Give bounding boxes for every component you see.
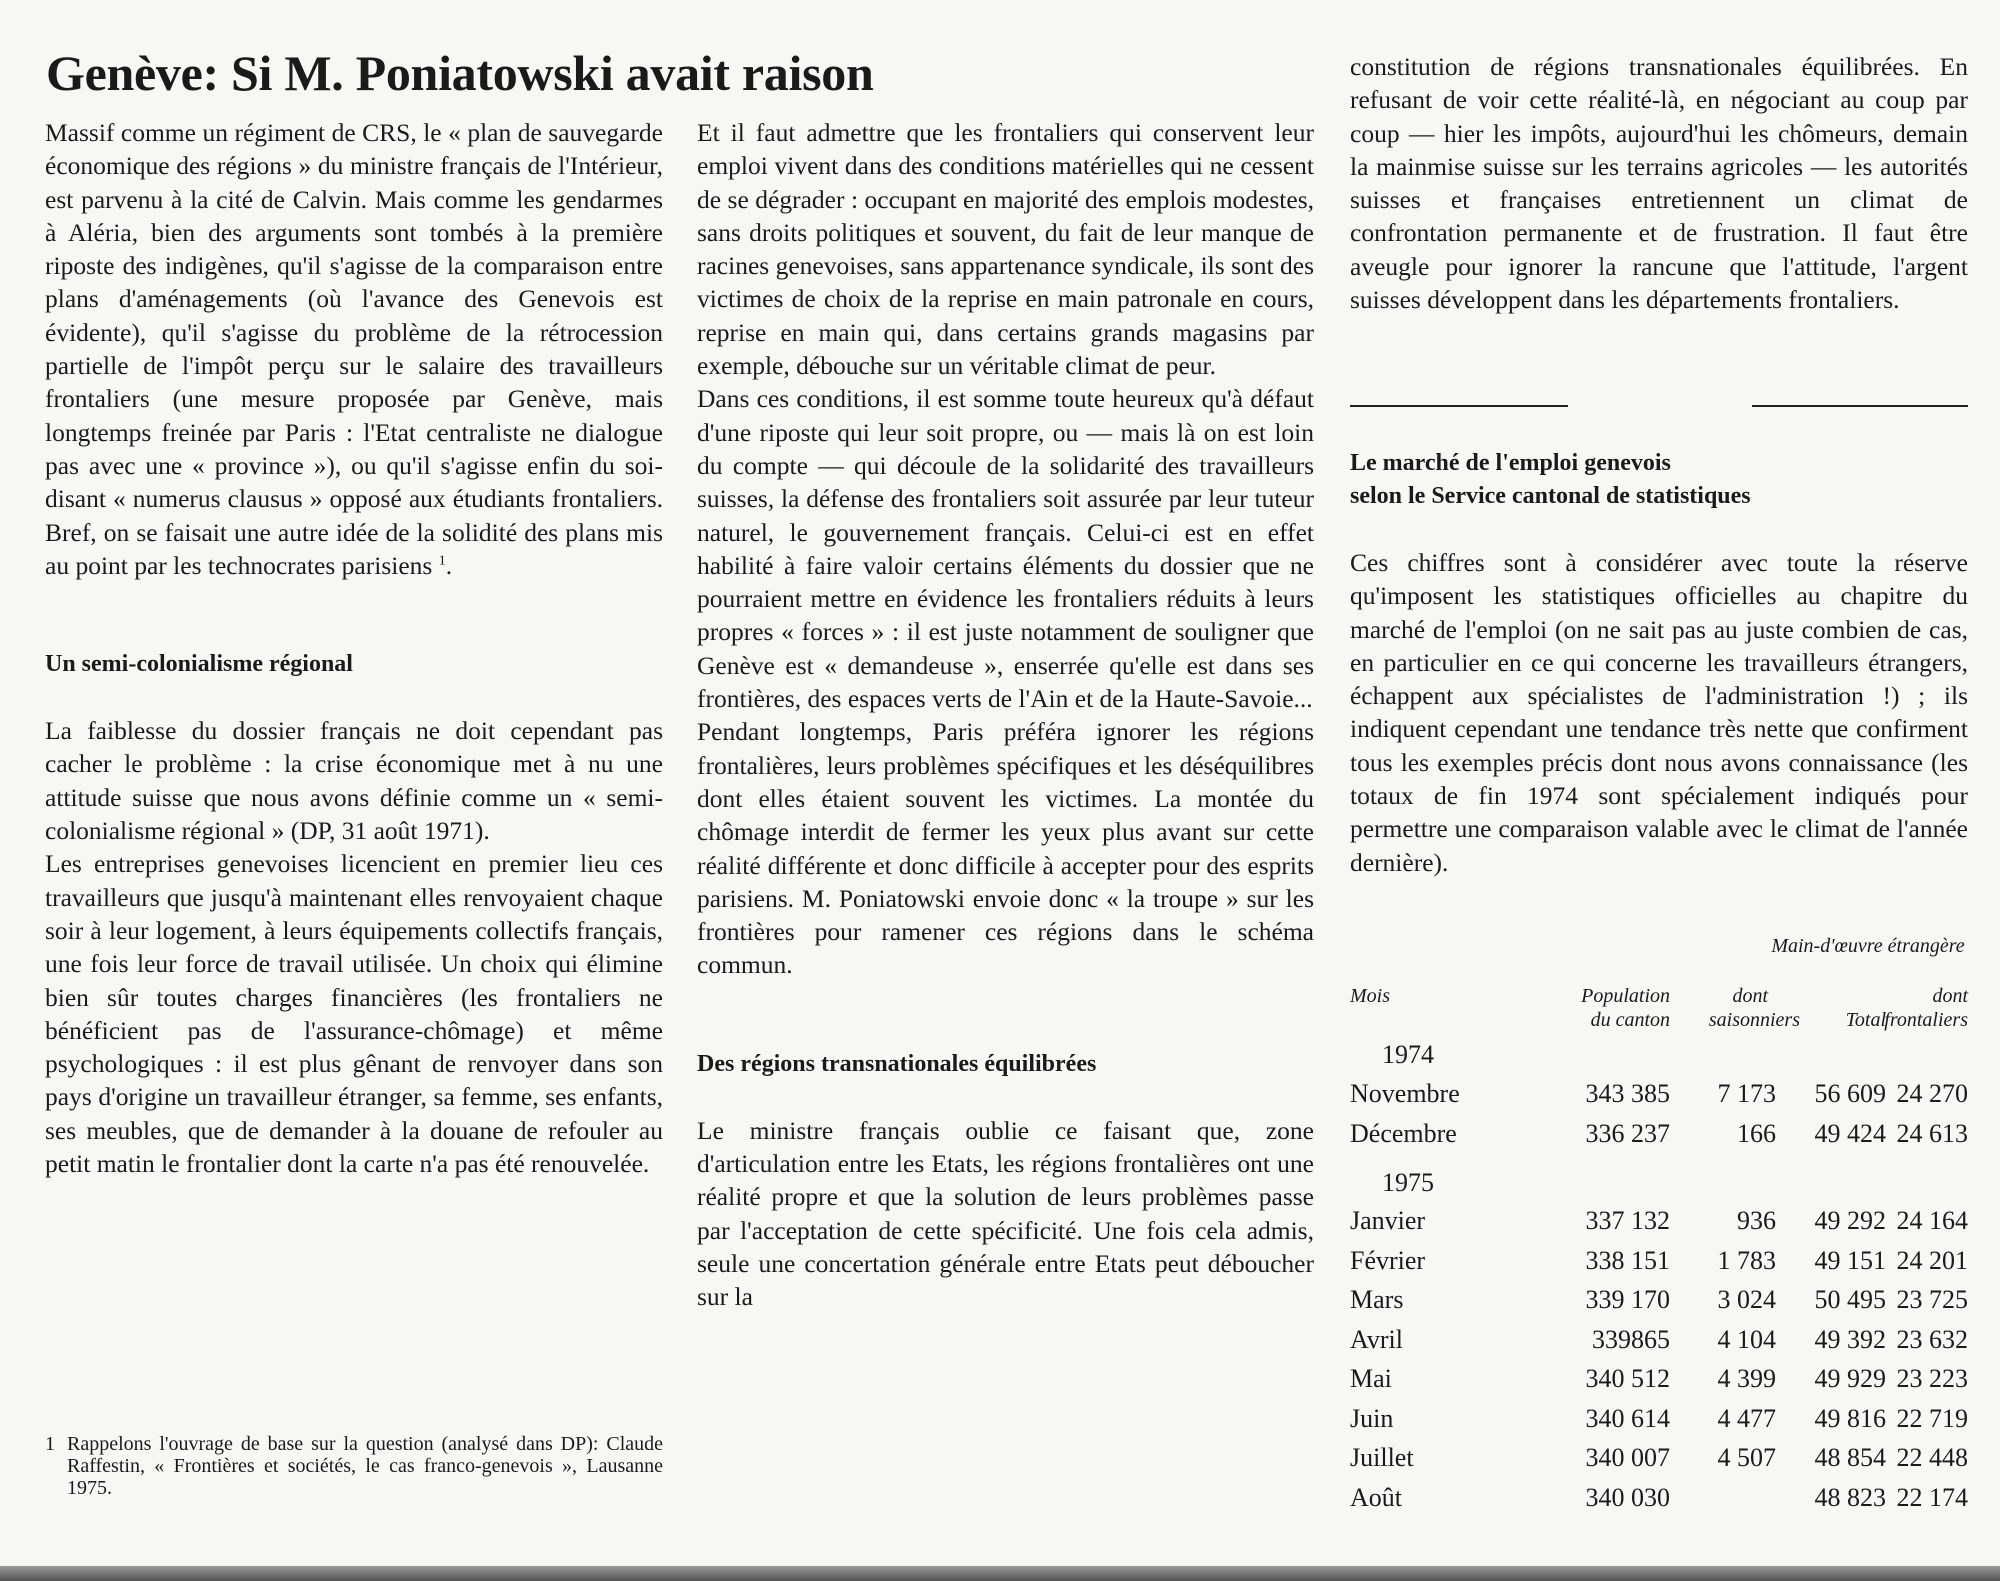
- cell-total: 48 823: [1814, 1482, 1886, 1512]
- cell-population: 336 237: [1585, 1118, 1670, 1148]
- cell-frontaliers: 23 223: [1896, 1364, 1968, 1393]
- paragraph: Dans ces conditions, il est somme toute heureux qu'à défaut d'une riposte qui leur soit propre, ou — mais là on est loin du compte — qui découle de la solidarité des travailleurs suisses, la défense des frontaliers soit assurée par leur tuteur naturel, le gouvernement français. Celui-ci est en effet habilité à faire valoir certains éléments du dossier que ne pourraient mettre en évidence les frontaliers réduits à leurs propres « forces » : il est juste notamment de souligner que Genève est « demandeuse », enserrée qu'elle est dans ses frontières, des espaces verts de l'Ain et de la Haute-Savoie...: [697, 384, 1314, 714]
- table-row: [1350, 1323, 1968, 1357]
- header-total: Total: [1845, 1009, 1886, 1031]
- cell-mois: Février: [1350, 1245, 1426, 1275]
- paragraph: La faiblesse du dossier français ne doit cependant pas cacher le problème : la crise économique met à nu une attitude suisse que nous avons définie comme un « semi-colonialisme régional » (DP, 31 août 1971).: [45, 716, 663, 846]
- cell-population: 338 151: [1585, 1245, 1670, 1275]
- header-population: [1510, 984, 1670, 1032]
- table-heading: [1350, 447, 1968, 513]
- cell-total: 49 292: [1814, 1206, 1886, 1235]
- cell-frontaliers: 24 270: [1896, 1079, 1968, 1108]
- cell-total: 49 929: [1814, 1364, 1886, 1393]
- table-intro: Ces chiffres sont à considérer avec toute la réserve qu'imposent les statistiques officielles au chapitre du marché de l'emploi (on ne sait pas au juste combien de cas, en particulier en ce qui concerne les travailleurs étrangers, échappent aux spécialistes de l'administration !) ; ils indiquent cependant une tendance très nette que confirment tous les exemples précis dont nous avons connaissance (les totaux de fin 1974 sont spécialement indiqués pour permettre une comparaison valable avec le climat de l'année dernière).: [1350, 548, 1968, 877]
- cell-saisonniers: 7 173: [1717, 1079, 1776, 1108]
- year-label: 1975: [1382, 1168, 1434, 1197]
- footnote-mark: 1: [45, 1433, 55, 1455]
- paragraph: Pendant longtemps, Paris préféra ignorer les régions frontalières, leurs problèmes spécifiques et les déséquilibres dont elles étaient souvent les victimes. La montée du chômage interdit de fermer les yeux plus avant sur cette réalité différente et donc difficile à accepter pour des esprits parisiens. M. Poniatowski envoie donc « la troupe » sur les frontières pour ramener ces régions dans le schéma commun.: [697, 717, 1314, 980]
- cell-mois: Janvier: [1350, 1206, 1426, 1235]
- subhead-semi-colonialisme: Un semi-colonialisme régional: [45, 651, 353, 678]
- cell-saisonniers: 166: [1737, 1118, 1776, 1148]
- section-rule-right: [1752, 405, 1968, 407]
- cell-saisonniers: 1 783: [1717, 1245, 1776, 1275]
- cell-mois: Juin: [1350, 1403, 1394, 1433]
- table-row: [1350, 1441, 1968, 1475]
- cell-population: 340 030: [1585, 1482, 1670, 1512]
- cell-population: 340 614: [1585, 1403, 1670, 1433]
- cell-frontaliers: 24 201: [1896, 1245, 1968, 1275]
- cell-mois: Décembre: [1350, 1118, 1457, 1148]
- cell-saisonniers: 4 399: [1717, 1364, 1776, 1393]
- cell-population: 339 170: [1585, 1285, 1670, 1314]
- cell-saisonniers: 4 507: [1717, 1443, 1776, 1472]
- header-group-main-doeuvre: Main-d'œuvre étrangère: [1771, 935, 1965, 957]
- table-heading-line: Le marché de l'emploi genevois: [1350, 450, 1671, 476]
- intro-text: Massif comme un régiment de CRS, le « plan de sauvegarde économique des régions » du ministre français de l'Intérieur, est parvenu à la cité de Calvin. Mais comme les gendarmes à Aléria, bien des arguments sont tombés à la première riposte des indigènes, qu'il s'agisse de la comparaison entre plans d'aménagements (où l'avance des Genevois est évidente), qu'il s'agisse du problème de la rétrocession partielle de l'impôt perçu sur le salaire des travailleurs frontaliers (une mesure proposée par Genève, mais longtemps freinée par Paris : l'Etat centraliste ne dialogue pas avec une « province »), ou qu'il s'agisse enfin du soi-disant « numerus clausus » opposé aux étudiants frontaliers. Bref, on se faisait une autre idée de la solidité des plans mis au point par les technocrates parisiens: [45, 118, 663, 580]
- header-saisonniers-line1: dont: [1732, 985, 1768, 1007]
- table-row: [1350, 1077, 1968, 1111]
- table-row: [1350, 1117, 1968, 1151]
- header-population-line2: du canton: [1590, 1009, 1670, 1031]
- table-row: [1350, 1402, 1968, 1436]
- cell-mois: Juillet: [1350, 1443, 1414, 1472]
- cell-frontaliers: 24 613: [1896, 1118, 1968, 1148]
- intro-paragraph: Massif comme un régiment de CRS, le « plan de sauvegarde économique des régions » du ministre français de l'Intérieur, est parvenu à la cité de Calvin. Mais comme les gendarmes à Aléria, bien des arguments sont tombés à la première riposte des indigènes, qu'il s'agisse de la comparaison entre plans d'aménagements (où l'avance des Genevois est évidente), qu'il s'agisse du problème de la rétrocession partielle de l'impôt perçu sur le salaire des travailleurs frontaliers (une mesure proposée par Genève, mais longtemps freinée par Paris : l'Etat centraliste ne dialogue pas avec une « province »), ou qu'il s'agisse enfin du soi-disant « numerus clausus » opposé aux étudiants frontaliers. Bref, on se faisait une autre idée de la solidité des plans mis au point par les technocrates parisiens $^1$.: [45, 118, 663, 580]
- cell-saisonniers: 936: [1737, 1206, 1776, 1235]
- cell-mois: Mai: [1350, 1364, 1392, 1393]
- column-3: [1350, 50, 1968, 316]
- paragraph: constitution de régions transnationales équilibrées. En refusant de voir cette réalité-là, en négociant au coup par coup — hier les impôts, aujourd'hui les chômeurs, demain la mainmise suisse sur les terrains agricoles — les autorités suisses et françaises entretiennent un climat de confrontation permanente et de frustration. Il faut être aveugle pour ignorer la rancune que l'attitude, l'argent suisses développent dans les départements frontaliers.: [1350, 52, 1968, 315]
- table-row: [1350, 1244, 1968, 1278]
- cell-total: 49 424: [1814, 1118, 1886, 1148]
- footnote: [45, 1433, 663, 1499]
- cell-population: 339865: [1592, 1324, 1670, 1354]
- table-row: [1350, 1481, 1968, 1515]
- cell-frontaliers: 22 174: [1896, 1482, 1968, 1512]
- cell-frontaliers: 22 448: [1896, 1443, 1968, 1472]
- paragraph: Et il faut admettre que les frontaliers qui conservent leur emploi vivent dans des conditions matérielles qui ne cessent de se dégrader : occupant en majorité des emplois modestes, sans droits politiques et souvent, du fait de leur manque de racines genevoises, sans appartenance syndicale, ils sont des victimes de choix de la reprise en main patronale en cours, reprise en main qui, dans certains grands magasins par exemple, débouche sur un véritable climat de peur.: [697, 118, 1314, 381]
- cell-population: 340 512: [1585, 1364, 1670, 1393]
- cell-population: 343 385: [1585, 1079, 1670, 1108]
- cell-population: 337 132: [1585, 1206, 1670, 1235]
- header-saisonniers: [1670, 984, 1800, 1032]
- column-1: [45, 116, 663, 1180]
- cell-total: 56 609: [1814, 1079, 1886, 1108]
- headline: Genève: Si M. Poniatowski avait raison: [46, 45, 874, 101]
- cell-total: 49 816: [1814, 1403, 1886, 1433]
- cell-saisonniers: 4 104: [1717, 1324, 1776, 1354]
- cell-saisonniers: 3 024: [1717, 1285, 1776, 1314]
- cell-mois: Mars: [1350, 1285, 1404, 1314]
- header-frontaliers-line2: frontaliers: [1884, 1009, 1968, 1031]
- paragraph: Le ministre français oublie ce faisant que, zone d'articulation entre les Etats, les régions frontalières ont une réalité propre et que la solution de leurs problèmes passe par l'acceptation de cette spécificité. Une fois cela admis, seule une concertation générale entre Etats peut déboucher sur la: [697, 1115, 1314, 1312]
- section-rule-left: [1350, 405, 1568, 407]
- header-frontaliers: [1868, 984, 1968, 1032]
- cell-frontaliers: 24 164: [1896, 1206, 1968, 1235]
- footnote-reference: 1: [438, 553, 446, 569]
- cell-total: 49 151: [1814, 1245, 1886, 1275]
- column-2: [697, 116, 1314, 1314]
- header-saisonniers-line2: saisonniers: [1708, 1009, 1800, 1031]
- cell-mois: Août: [1350, 1482, 1402, 1512]
- footnote-text: Rappelons l'ouvrage de base sur la question (analysé dans DP): Claude Raffestin, « Frontières et sociétés, le cas franco-genevois », Lausanne 1975.: [67, 1433, 663, 1499]
- cell-total: 48 854: [1814, 1443, 1886, 1472]
- cell-mois: Novembre: [1350, 1079, 1460, 1108]
- cell-total: 50 495: [1814, 1285, 1886, 1314]
- cell-mois: Avril: [1350, 1324, 1403, 1354]
- table-row: [1350, 1204, 1968, 1238]
- cell-frontaliers: 23 725: [1896, 1285, 1968, 1314]
- cell-population: 340 007: [1585, 1443, 1670, 1472]
- cell-frontaliers: 23 632: [1896, 1324, 1968, 1354]
- cell-frontaliers: 22 719: [1896, 1403, 1968, 1433]
- table-heading-line: selon le Service cantonal de statistiques: [1350, 483, 1751, 509]
- header-mois: Mois: [1350, 985, 1390, 1007]
- paragraph: Les entreprises genevoises licencient en premier lieu ces travailleurs que jusqu'à maintenant elles renvoyaient chaque soir à leur logement, à leurs équipements collectifs français, une fois leur force de travail utilisée. Un choix qui élimine bien sûr toutes charges financières (les frontaliers ne bénéficient pas de l'assurance-chômage) et même psychologiques : il est plus gênant de renvoyer dans son pays d'origine un travailleur étranger, sa femme, ses enfants, ses meubles, que de demander à la douane de refouler au petit matin le frontalier dont la carte n'a pas été renouvelée.: [45, 849, 663, 1179]
- page-edge-shadow: [0, 1566, 2000, 1581]
- year-label: 1974: [1382, 1040, 1434, 1069]
- table-row: [1350, 1283, 1968, 1317]
- header-population-line1: Population: [1581, 985, 1670, 1007]
- cell-saisonniers: 4 477: [1717, 1403, 1776, 1433]
- table-row: [1350, 1362, 1968, 1396]
- cell-total: 49 392: [1814, 1324, 1886, 1354]
- header-frontaliers-line1: dont: [1932, 985, 1968, 1007]
- subhead-regions-transnationales: Des régions transnationales équilibrées: [697, 1050, 1097, 1077]
